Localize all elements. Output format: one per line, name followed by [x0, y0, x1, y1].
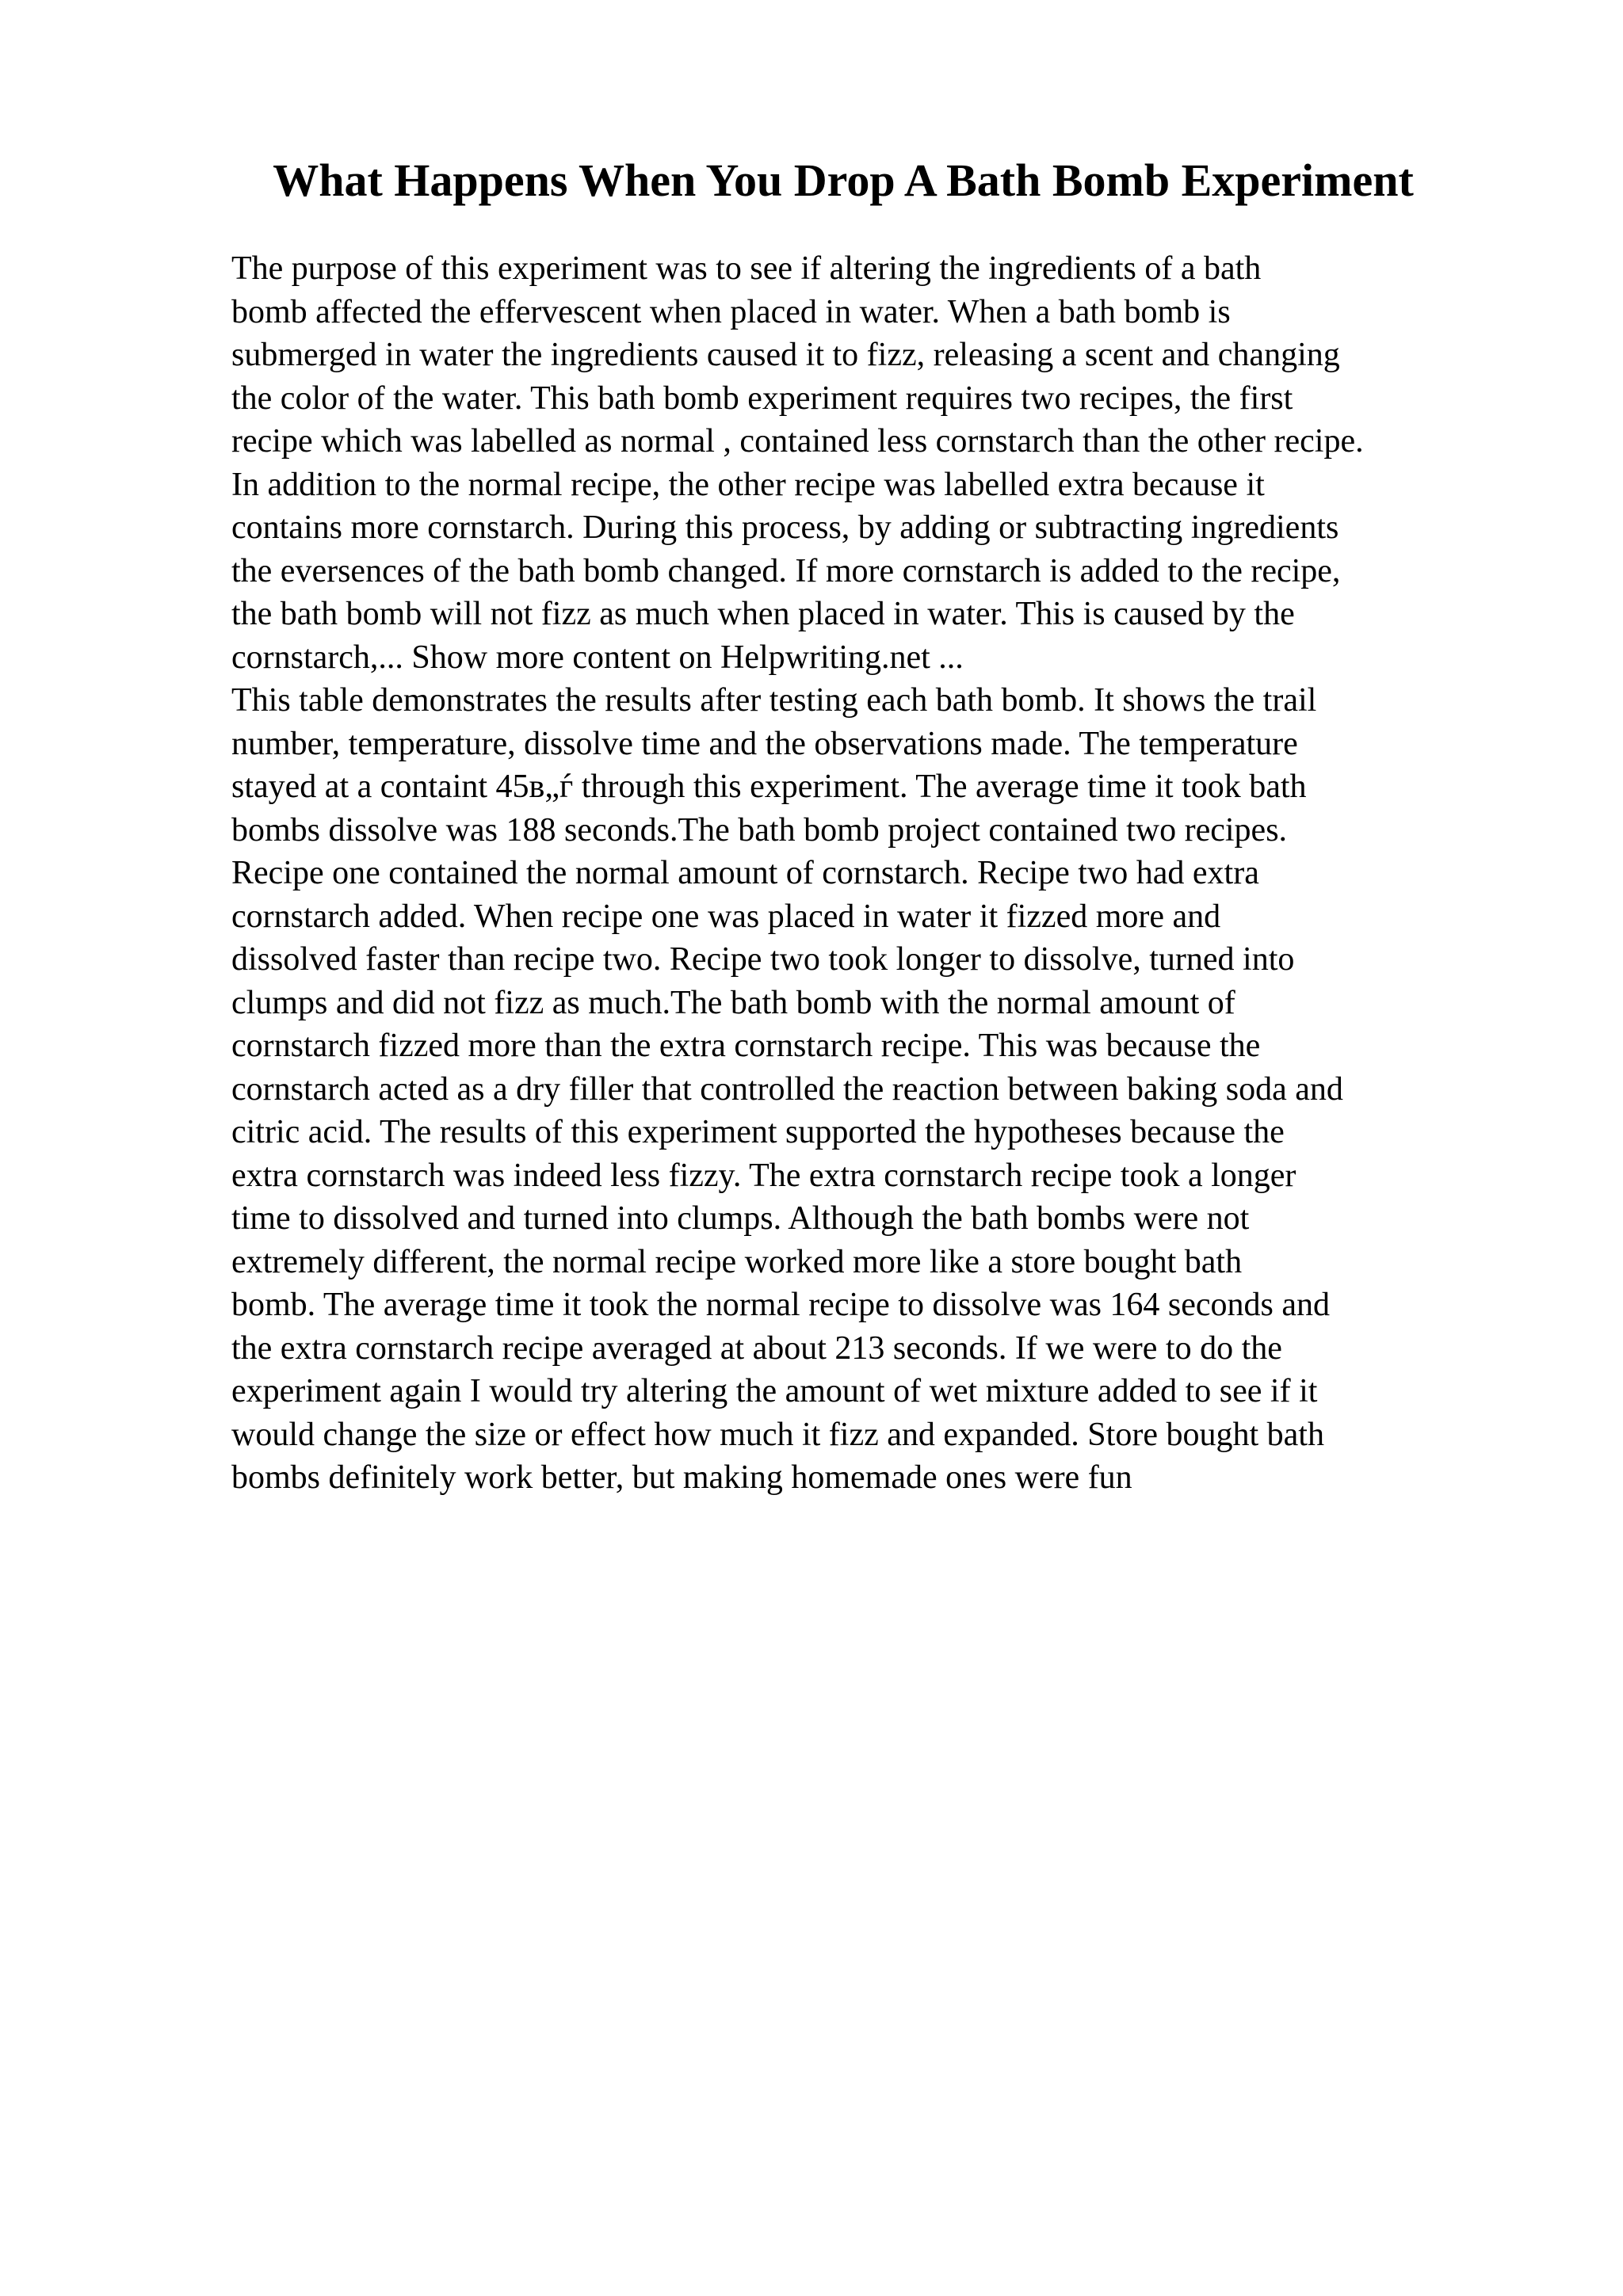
paragraph-results — [231, 679, 1499, 1500]
text-line: cornstarch added. When recipe one was placed in water it fizzed more and — [231, 898, 1221, 935]
text-line: clumps and did not fizz as much.The bath bomb with the normal amount of — [231, 984, 1235, 1021]
text-line: dissolved faster than recipe two. Recipe two took longer to dissolve, turned into — [231, 941, 1295, 978]
text-line: recipe which was labelled as normal , contained less cornstarch than the other recipe. — [231, 423, 1364, 460]
text-line: bomb. The average time it took the normal recipe to dissolve was 164 seconds and — [231, 1287, 1331, 1323]
document-title: What Happens When You Drop A Bath Bomb Experiment — [273, 154, 1414, 206]
text-line: cornstarch,... Show more content on Helpwriting.net ... — [231, 639, 964, 676]
text-line: the bath bomb will not fizz as much when placed in water. This is caused by the — [231, 596, 1295, 632]
text-line: cornstarch fizzed more than the extra cornstarch recipe. This was because the — [231, 1028, 1261, 1064]
text-line: bombs definitely work better, but making homemade ones were fun — [231, 1459, 1132, 1496]
text-line: would change the size or effect how much it fizz and expanded. Store bought bath — [231, 1416, 1324, 1453]
text-line: contains more cornstarch. During this process, by adding or subtracting ingredients — [231, 509, 1339, 546]
text-line: citric acid. The results of this experiment supported the hypotheses because the — [231, 1114, 1285, 1150]
text-line: time to dissolved and turned into clumps. Although the bath bombs were not — [231, 1200, 1250, 1237]
text-line: bombs dissolve was 188 seconds.The bath bomb project contained two recipes. — [231, 811, 1288, 849]
text-line: The purpose of this experiment was to see if altering the ingredients of a bath — [231, 250, 1262, 287]
text-line: extremely different, the normal recipe worked more like a store bought bath — [231, 1243, 1243, 1280]
text-line: number, temperature, dissolve time and the observations made. The temperature — [231, 725, 1298, 762]
text-line: bomb affected the effervescent when placed in water. When a bath bomb is — [231, 293, 1231, 330]
text-line: experiment again I would try altering the amount of wet mixture added to see if it — [231, 1373, 1318, 1409]
text-line: Recipe one contained the normal amount of cornstarch. Recipe two had extra — [231, 855, 1259, 891]
text-line: cornstarch acted as a dry filler that controlled the reaction between baking soda and — [231, 1070, 1343, 1108]
text-line: stayed at a containt 45в„ѓ through this experiment. The average time it took bath — [231, 769, 1307, 805]
text-line: the color of the water. This bath bomb experiment requires two recipes, the first — [231, 379, 1293, 417]
text-line: submerged in water the ingredients caused it to fizz, releasing a scent and changing — [231, 337, 1340, 373]
text-line: This table demonstrates the results after testing each bath bomb. It shows the trail — [231, 682, 1317, 719]
text-line: the extra cornstarch recipe averaged at about 213 seconds. If we were to do the — [231, 1329, 1282, 1367]
paragraph-intro — [231, 247, 1499, 679]
document-body — [231, 247, 1499, 1500]
text-line: the eversences of the bath bomb changed. If more cornstarch is added to the recipe, — [231, 552, 1341, 589]
text-line: extra cornstarch was indeed less fizzy. The extra cornstarch recipe took a longer — [231, 1157, 1296, 1194]
text-line: In addition to the normal recipe, the other recipe was labelled extra because it — [231, 466, 1265, 503]
